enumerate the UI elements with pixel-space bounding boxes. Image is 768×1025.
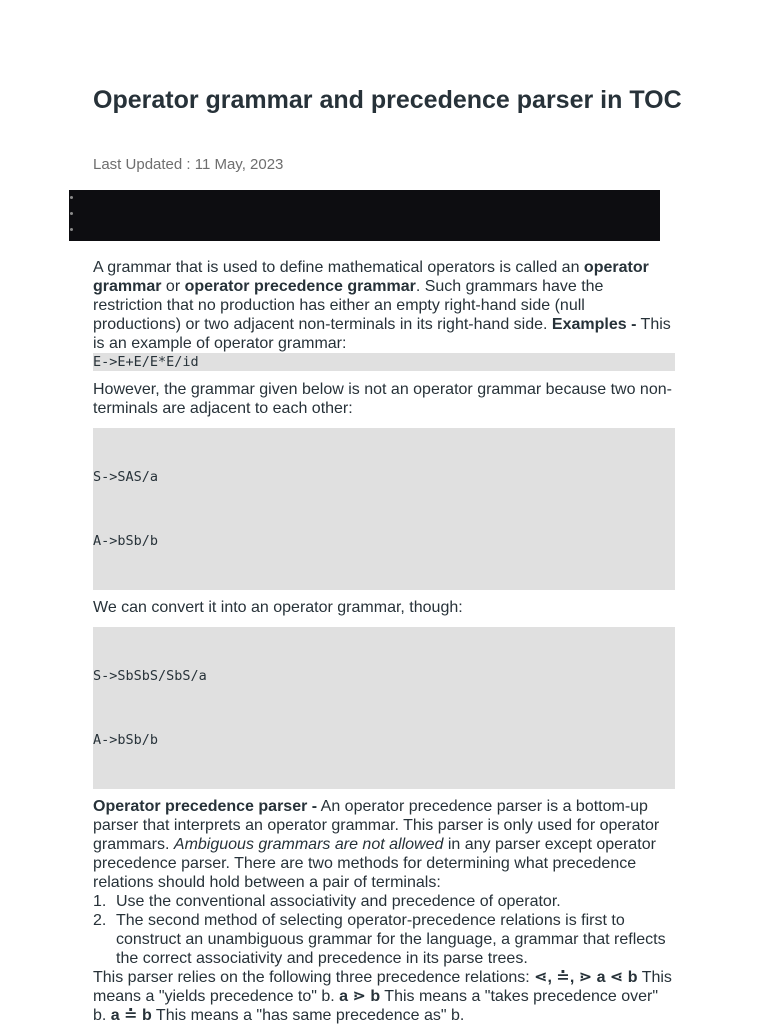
code-line: A->bSb/b [93,732,159,748]
last-updated-date: Last Updated : 11 May, 2023 [93,156,284,173]
list-number: 2. [93,912,107,929]
code-line: S->SbSbS/SbS/a [93,668,207,684]
not-operator-paragraph: However, the grammar given below is not an operator grammar because two non-terminals are adjacent to each other: [93,381,672,417]
relations-text-1: This parser relies on the following three precedence relations: [93,969,535,986]
relations-text-2: This means a "yields precedence to" b. [93,969,672,1005]
intro-text-4: This is an example of operator grammar: [93,316,671,352]
parser-text-2: in any parser except operator precedence parser. There are two methods for determining what precedence relations should hold between a pair of terminals: [93,836,656,891]
code-example: E->E+E/E*E/id [93,353,675,371]
intro-text-3: . Such grammars have the restriction that no production has either an empty right-hand side (null productions) or two adjacent non-terminals in its right-hand side. [93,278,604,333]
article-body [93,258,675,1025]
convert-paragraph: We can convert it into an operator grammar, though: [93,599,463,616]
code-line: S->SAS/a [93,469,159,485]
bullet-dot-icon [70,196,73,199]
relations-text-4: This means a "has same precedence as" b. [151,1007,465,1024]
dark-menu-bar [69,190,660,241]
parser-heading: Operator precedence parser - [93,798,318,815]
relation-same-precedence: a ≐ b [110,1007,152,1024]
list-number: 1. [93,893,107,910]
list-item [93,892,675,911]
parser-text-1: An operator precedence parser is a bottom-up parser that interprets an operator grammar. This parser is only used for operator grammars. [93,798,660,853]
parser-paragraph [93,797,675,892]
intro-paragraph [93,258,675,353]
code-line: A->bSb/b [93,533,159,549]
intro-text-1: A grammar that is used to define mathematical operators is called an [93,259,584,276]
code-block-not-operator [93,428,675,590]
bullet-dot-icon [70,212,73,215]
code-block-converted [93,627,675,789]
relations-symbols: ⋖, ≐, ⋗ a ⋖ b [534,969,638,986]
list-item-text: The second method of selecting operator-precedence relations is first to construct an unambiguous grammar for the language, a grammar that reflects the correct associativity and precedence in its parse trees. [116,912,666,967]
list-item [93,911,675,968]
intro-text-2: or [161,278,185,295]
page-title: Operator grammar and precedence parser in TOC [93,86,682,114]
examples-label: Examples - [551,316,637,333]
parser-italic-note: Ambiguous grammars are not allowed [173,836,444,853]
relations-paragraph [93,968,675,1025]
term-operator-precedence-grammar: operator precedence grammar [184,278,416,295]
bullet-dot-icon [70,228,73,231]
relations-text-3: This means a "takes precedence over" b. [93,988,659,1024]
methods-list [93,892,675,968]
term-operator-grammar: operator grammar [93,259,649,295]
list-item-text: Use the conventional associativity and precedence of operator. [116,893,561,910]
relation-takes-precedence: a ⋗ b [339,988,381,1005]
